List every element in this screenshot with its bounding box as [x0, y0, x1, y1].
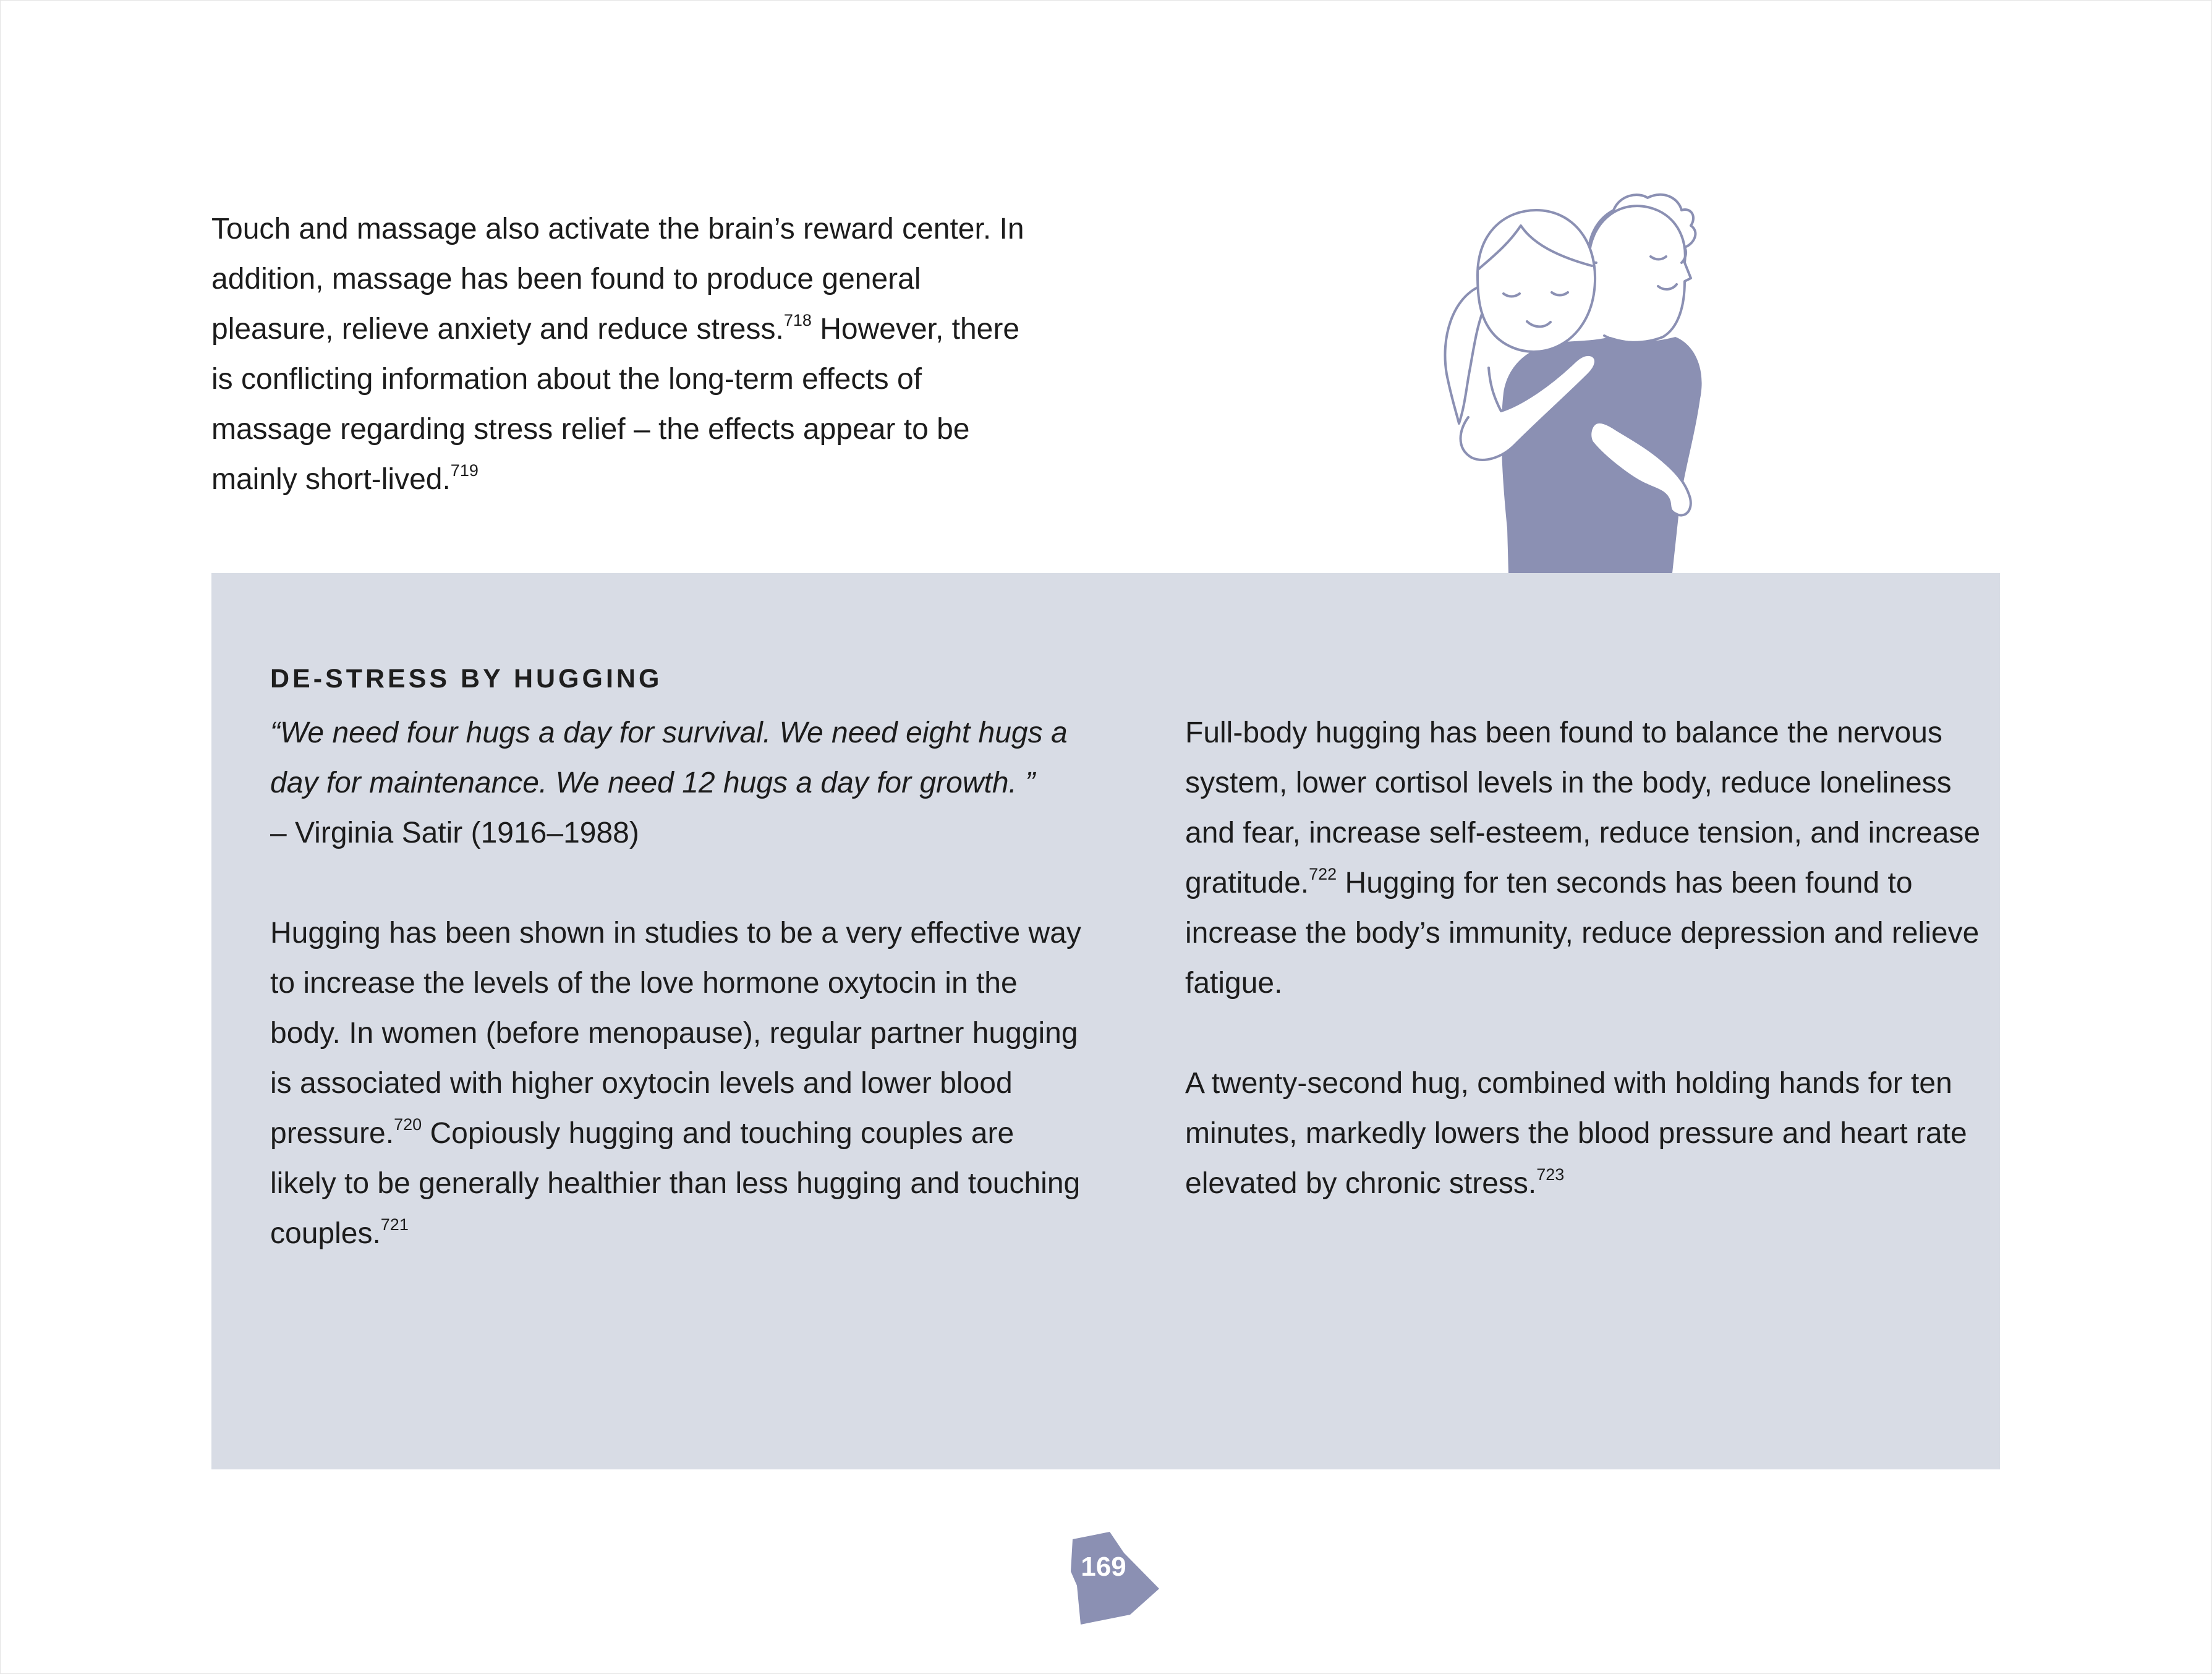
man-head-outline: [1589, 206, 1691, 342]
hugging-sidebar-panel: [211, 573, 2000, 1469]
right-para-1-text-2: Hugging for ten seconds has been found to increase the body’s immunity, reduce depression and relieve fatigue.: [1185, 867, 1980, 1000]
panel-heading: DE-STRESS BY HUGGING: [270, 664, 663, 694]
footnote-ref-722[interactable]: 722: [1309, 865, 1337, 883]
hugging-couple-illustration: [1434, 182, 1756, 575]
footnote-ref-721[interactable]: 721: [380, 1215, 409, 1234]
twenty-second-hug-paragraph: [1185, 1058, 1989, 1209]
left-para-text-2: Copiously hugging and touching couples are likely to be generally healthier than less hugging and touching couples.: [270, 1117, 1081, 1250]
left-para-text-1: Hugging has been shown in studies to be a very effective way to increase the levels of the love hormone oxytocin in the body. In women (before menopause), regular partner hugging is associated with higher oxytocin levels and lower blood pressure.: [270, 917, 1081, 1150]
intro-text-2: However, there is conflicting information about the long-term effects of massage regarding stress relief – the effects appear to be mainly short-lived.: [211, 313, 1020, 496]
footnote-ref-718[interactable]: 718: [783, 311, 812, 329]
quote-text: “We need four hugs a day for survival. We need eight hugs a day for maintenance. We need 12 hugs a day for growth. ”: [270, 716, 1068, 799]
panel-left-column: [270, 708, 1086, 1309]
footnote-ref-723[interactable]: 723: [1536, 1165, 1565, 1184]
footnote-ref-720[interactable]: 720: [394, 1115, 422, 1134]
hugging-oxytocin-paragraph: [270, 908, 1086, 1259]
intro-paragraph: [211, 204, 1040, 504]
footnote-ref-719[interactable]: 719: [450, 461, 479, 480]
woman-head: [1478, 210, 1595, 352]
right-para-1-text-1: Full-body hugging has been found to balance the nervous system, lower cortisol levels in the body, reduce loneliness and fear, increase self-esteem, reduce tension, and increase gratitude.: [1185, 716, 1981, 899]
full-body-hugging-paragraph: [1185, 708, 1989, 1008]
intro-text-1: Touch and massage also activate the brain’s reward center. In addition, massage has been found to produce general pleasure, relieve anxiety and reduce stress.: [211, 213, 1024, 346]
right-para-2-text-1: A twenty-second hug, combined with holding hands for ten minutes, markedly lowers the blood pressure and heart rate elevated by chronic stress.: [1185, 1067, 1967, 1200]
panel-right-column: [1185, 708, 1989, 1259]
man-body: [1502, 337, 1702, 573]
quote-attribution: – Virginia Satir (1916–1988): [270, 817, 639, 849]
page-number: 169: [1081, 1552, 1126, 1582]
